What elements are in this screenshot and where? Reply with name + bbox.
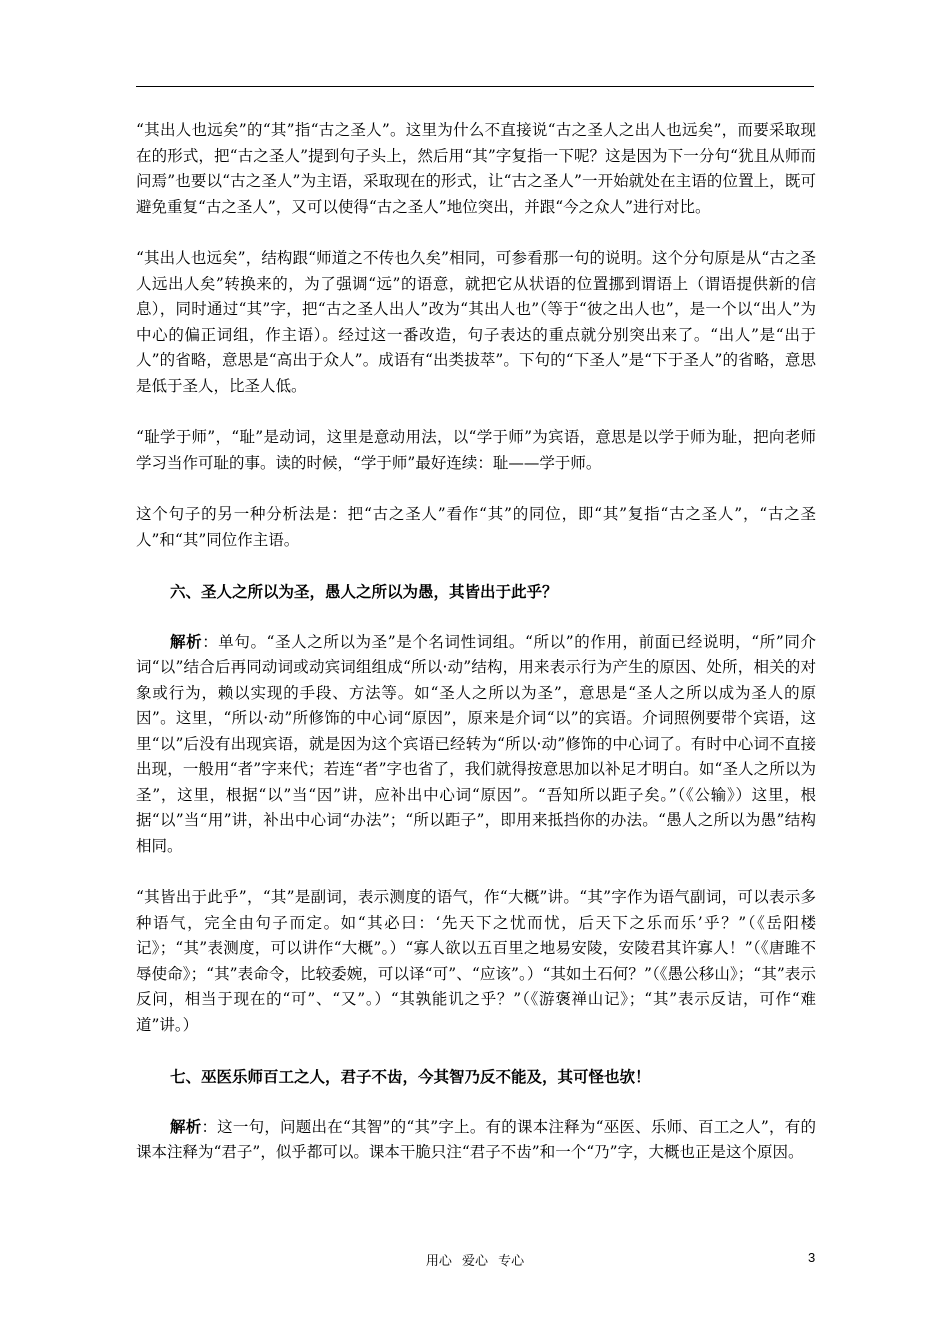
analysis-text: ：单句。“圣人之所以为圣”是个名词性词组。“所以”的作用，前面已经说明，“所”同介词“以”结合后再同动词或动宾词组组成“所以·动”结构，用来表示行为产生的原因、处所，相关的对象或行为，赖以实现的手段、方法等。如“圣人之所以为圣”，意思是“圣人之所以成为圣人的原因”。这里，“所以·动”所修饰的中心词“原因”，原来是介词“以”的宾语。介词照例要带个宾语，这里“以”后没有出现宾语，就是因为这个宾语已经转为“所以·动”修饰的中心词了。有时中心词不直接出现，一般用“者”字来代；若连“者”字也省了，我们就得按意思加以补足才明白。如“圣人之所以为圣”，这里，根据“以”当“因”讲，应补出中心词“原因”。“吾知所以距子矣。”（《公输》）这里，根据“以”当“用”讲，补出中心词“办法”；“所以距子”，即用来抵挡你的办法。“愚人之所以为愚”结构相同。 [136,632,816,855]
section-heading-7: 七、巫医乐师百工之人，君子不齿，今其智乃反不能及，其可怪也欤！ [170,1067,651,1086]
section-heading-6: 六、圣人之所以为圣，愚人之所以为愚，其皆出于此乎？ [170,582,558,601]
paragraph-1: “其出人也远矣”的“其”指“古之圣人”。这里为什么不直接说“古之圣人之出人也远矣”，而要采取现在的形式，把“古之圣人”提到句子头上，然后用“其”字复指一下呢？这是因为下一分句“犹且从师而问焉”也要以“古之圣人”为主语，采取现在的形式，让“古之圣人”一开始就处在主语的位置上，既可避免重复“古之圣人”，又可以使得“古之圣人”地位突出，并跟“今之众人”进行对比。 [136,121,816,216]
paragraph-analysis-7 [136,1114,816,1166]
paragraph-4: 这个句子的另一种分析法是：把“古之圣人”看作“其”的同位，即“其”复指“古之圣人”，“古之圣人”和“其”同位作主语。 [136,505,816,549]
paragraph-3: “耻学于师”，“耻”是动词，这里是意动用法，以“学于师”为宾语，意思是以学于师为耻，把向老师学习当作可耻的事。读的时候，“学于师”最好连续：耻——学于师。 [136,428,816,472]
document-body [136,118,816,1192]
analysis-label: 解析 [170,1116,202,1136]
footer-motto: 用心 爱心 专心 [425,1254,525,1269]
paragraph-analysis-6 [136,629,816,860]
paragraph-2: “其出人也远矣”，结构跟“师道之不传也久矣”相同，可参看那一句的说明。这个分句原是从“古之圣人远出人矣”转换来的，为了强调“远”的语意，就把它从状语的位置挪到谓语上（谓语提供新的信息），同时通过“其”字，把“古之圣人出人”改为“其出人也”（等于“彼之出人也”，是一个以“出人”为中心的偏正词组，作主语）。经过这一番改造，句子表达的重点就分别突出来了。“出人”是“出于人”的省略，意思是“高出于众人”。成语有“出类拔萃”。下句的“下圣人”是“下于圣人”的省略，意思是低于圣人，比圣人低。 [136,249,816,395]
analysis-label: 解析 [170,631,203,651]
page-number: 3 [808,1250,816,1265]
header-rule [136,86,814,87]
analysis-text: ：这一句，问题出在“其智”的“其”字上。有的课本注释为“巫医、乐师、百工之人”，有的课本注释为“君子”，似乎都可以。课本干脆只注“君子不齿”和一个“乃”字，大概也正是这个原因。 [136,1117,816,1161]
paragraph-6: “其皆出于此乎”，“其”是副词，表示测度的语气，作“大概”讲。“其”字作为语气副词，可以表示多种语气，完全由句子而定。如“其必曰：‘先天下之忧而忧，后天下之乐而乐’乎？”（《岳阳楼记》；“其”表测度，可以讲作“大概”。）“寡人欲以五百里之地易安陵，安陵君其许寡人！”（《唐雎不辱使命》；“其”表命令，比较委婉，可以译“可”、“应该”。）“其如土石何？”（《愚公移山》；“其”表示反问，相当于现在的“可”、“又”。）“其孰能讥之乎？”（《游褒禅山记》；“其”表示反诘，可作“难道”讲。） [136,888,816,1034]
